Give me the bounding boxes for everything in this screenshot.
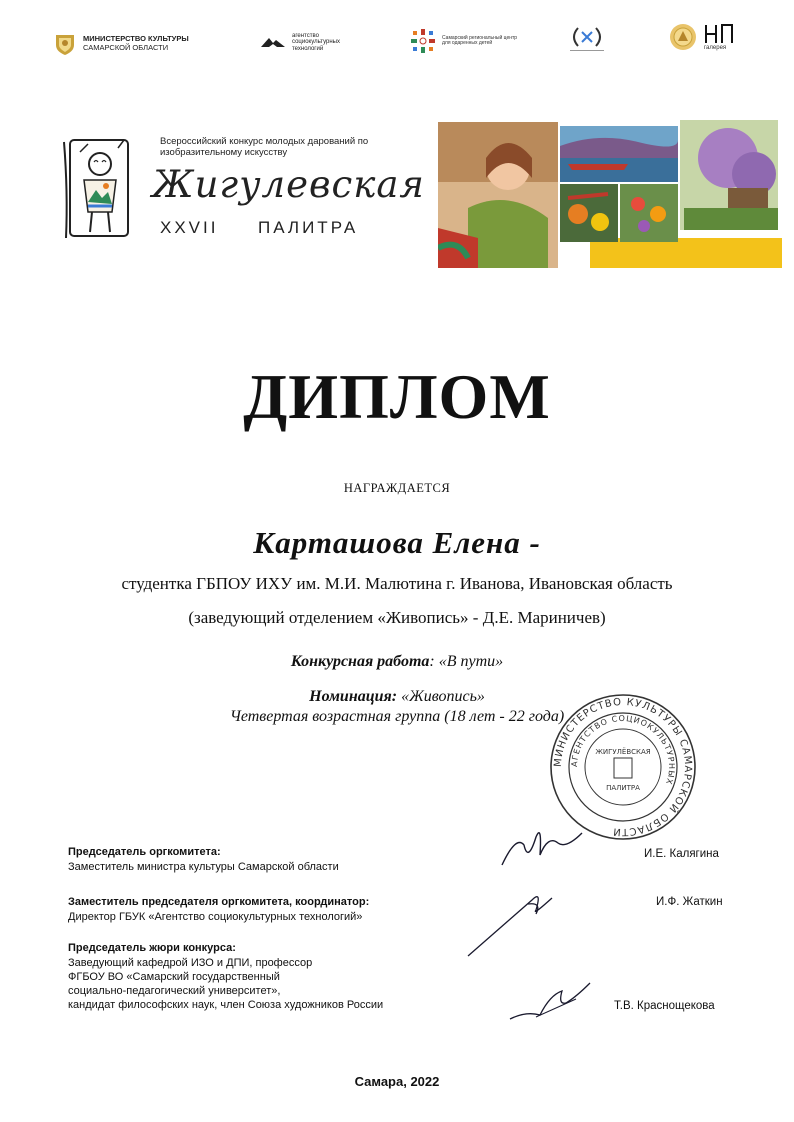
signature-kalyagina bbox=[496, 815, 586, 875]
ministry-name-line2: САМАРСКОЙ ОБЛАСТИ bbox=[83, 43, 169, 52]
work-value: : «В пути» bbox=[429, 653, 504, 670]
painting-boats bbox=[560, 126, 678, 182]
center-flower-icon bbox=[410, 28, 436, 54]
recipient-name: Карташова Елена - bbox=[253, 525, 541, 560]
contest-mascot-icon bbox=[58, 132, 138, 242]
awarded-label: НАГРАЖДАЕТСЯ bbox=[343, 481, 451, 495]
contest-number: XXVII bbox=[160, 218, 219, 237]
stamp-inner-text: АГЕНТСТВО СОЦИОКУЛЬТУРНЫХ bbox=[569, 713, 677, 787]
partner-mark-icon bbox=[568, 26, 606, 48]
head-of-department-line: (заведующий отделением «Живопись» - Д.Е. Мариничев) bbox=[188, 608, 606, 627]
sig3-name: Т.В. Краснощекова bbox=[614, 1000, 715, 1012]
stamp-mascot-icon bbox=[614, 758, 632, 778]
agency-line3: технологий bbox=[292, 45, 324, 52]
work-label: Конкурсная работа bbox=[290, 653, 430, 670]
agency-logo bbox=[260, 33, 340, 52]
sig2-title: Заместитель председателя оргкомитета, координатор: bbox=[68, 896, 370, 908]
stamp-outer-text: МИНИСТЕРСТВО КУЛЬТУРЫ САМАРСКОЙ ОБЛАСТИ bbox=[552, 696, 694, 838]
painting-lilac-house bbox=[680, 120, 778, 230]
sig1-title: Председатель оргкомитета: bbox=[68, 846, 221, 858]
ministry-emblem-icon bbox=[53, 32, 77, 56]
nomination-label: Номинация: bbox=[309, 688, 398, 705]
contest-subtitle: Всероссийский конкурс молодых дарований по изобразительному искусству bbox=[160, 136, 369, 158]
sig2-desc: Директор ГБУК «Агентство социокультурных технологий» bbox=[68, 911, 363, 923]
sig3-desc-2: ФГБОУ ВО «Самарский государственный bbox=[68, 971, 280, 983]
gallery-emblem-icon bbox=[668, 22, 698, 52]
competition-work bbox=[0, 653, 794, 671]
signature-krasnoschekova bbox=[506, 975, 596, 1025]
age-group: Четвертая возрастная группа (18 лет - 22 года) bbox=[229, 708, 565, 725]
agency-line2: социокультурных bbox=[292, 39, 340, 46]
painting-still-life bbox=[560, 184, 618, 242]
painting-portrait bbox=[438, 122, 558, 268]
sig3-desc-1: Заведующий кафедрой ИЗО и ДПИ, профессор bbox=[68, 957, 313, 969]
partner-logo bbox=[568, 26, 606, 59]
sig1-name: И.Е. Калягина bbox=[644, 848, 719, 860]
sig3-title: Председатель жюри конкурса: bbox=[68, 942, 236, 954]
place-date: Самара, 2022 bbox=[354, 1074, 440, 1089]
signature-zhatkin bbox=[462, 880, 582, 960]
np-mark-icon bbox=[704, 23, 734, 45]
contest-palitra: ПАЛИТРА bbox=[258, 218, 359, 237]
sig1-desc: Заместитель министра культуры Самарской области bbox=[68, 861, 339, 873]
partner-caption-line bbox=[570, 50, 604, 59]
painting-flowers bbox=[620, 184, 678, 242]
sig3-desc-4: кандидат философских наук, член Союза художников России bbox=[68, 999, 384, 1011]
contest-script-name: Жигулевская bbox=[152, 163, 425, 206]
stamp-center-bottom: ПАЛИТРА bbox=[606, 784, 640, 792]
center-name: Самарский региональный центр для одаренных детей bbox=[442, 34, 518, 46]
paintings-collage bbox=[438, 118, 778, 268]
sig3-desc-3: социально-педагогический университет», bbox=[68, 985, 281, 997]
agency-mark-icon bbox=[260, 35, 286, 49]
sig2-name: И.Ф. Жаткин bbox=[656, 896, 723, 908]
gallery-logo bbox=[668, 22, 734, 52]
nomination-value: «Живопись» bbox=[397, 688, 485, 705]
agency-line1: агентство bbox=[292, 33, 319, 39]
stamp-center-top: ЖИГУЛЁВСКАЯ bbox=[595, 748, 651, 756]
ministry-logo bbox=[53, 32, 189, 56]
center-logo bbox=[410, 28, 522, 54]
ministry-name-line1: МИНИСТЕРСТВО КУЛЬТУРЫ bbox=[83, 34, 189, 44]
document-title: ДИПЛОМ bbox=[243, 361, 551, 432]
student-line: студентка ГБПОУ ИХУ им. М.И. Малютина г. Иванова, Ивановская область bbox=[121, 574, 673, 593]
gallery-label: галерея bbox=[704, 45, 727, 51]
